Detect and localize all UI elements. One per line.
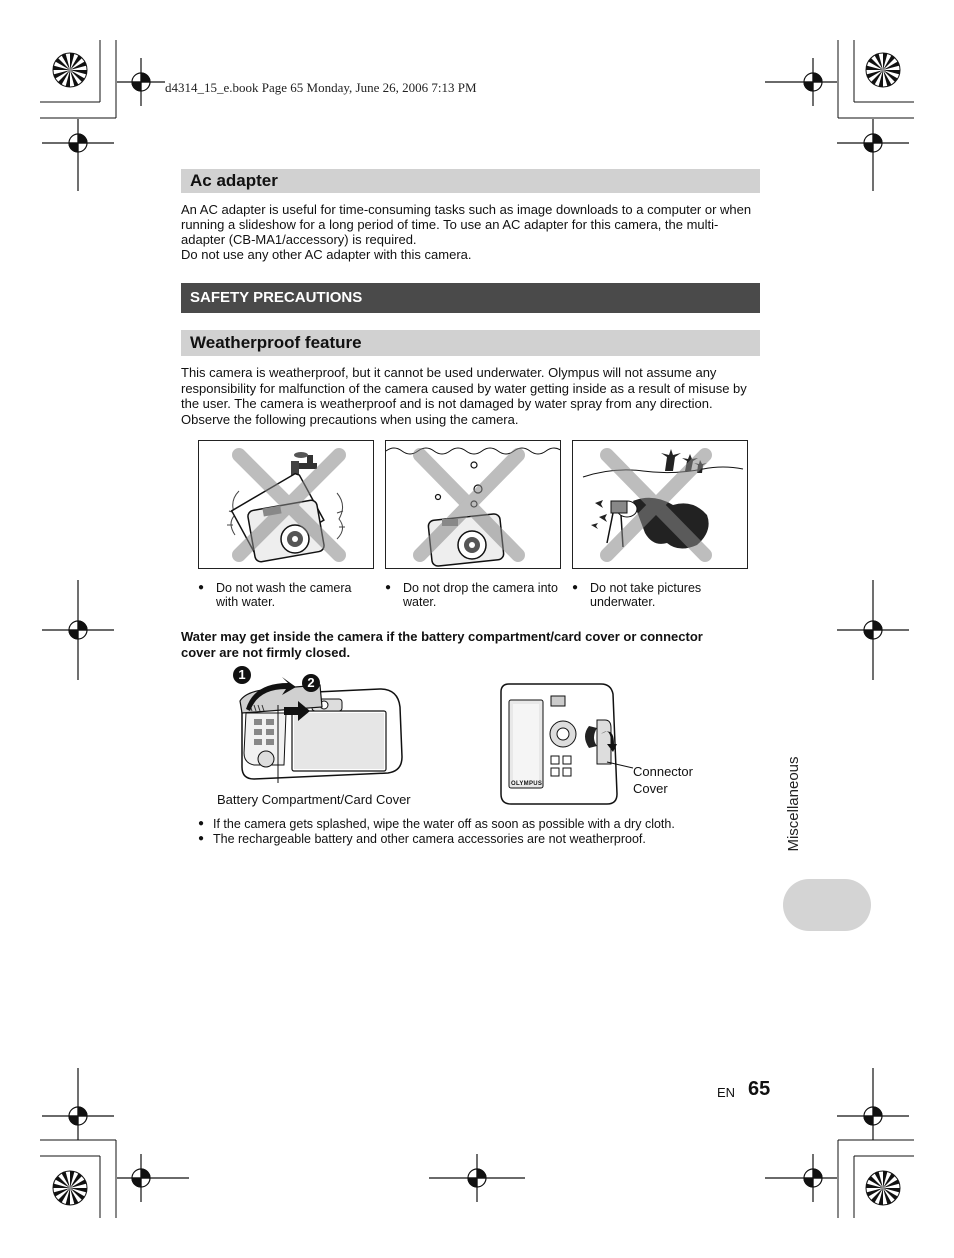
no-dropping-icon — [386, 441, 560, 568]
connector-cover-label-line: Connector — [633, 764, 693, 779]
weatherproof-heading — [181, 330, 760, 356]
caption-text: Do not drop the camera into water. — [403, 581, 558, 609]
note-text: If the camera gets splashed, wipe the water off as soon as possible with a dry cloth. — [213, 817, 675, 831]
footer-language: EN — [717, 1085, 736, 1100]
ac-adapter-heading — [181, 169, 760, 193]
connector-cover-diagram — [493, 678, 638, 810]
bullet: ● — [385, 582, 392, 593]
print-header: d4314_15_e.book Page 65 Monday, June 26, 2006 7:13 PM — [165, 80, 477, 95]
ac-adapter-line: running a slideshow for a long period of time. To use an AC adapter for this camera, the multi- — [181, 217, 719, 232]
list-item — [198, 832, 758, 847]
ac-adapter-heading-text: Ac adapter — [190, 171, 278, 190]
ac-adapter-line: An AC adapter is useful for time-consuming tasks such as image downloads to a computer or when — [181, 202, 752, 217]
battery-cover-label: Battery Compartment/Card Cover — [217, 792, 411, 807]
page-number: 65 — [748, 1078, 771, 1100]
weatherproof-line: Observe the following precautions when using the camera. — [181, 411, 519, 427]
caption-text: Do not take pictures underwater. — [590, 581, 702, 609]
caption-no-dropping — [385, 581, 560, 609]
olympus-logo-text: OLYMPUS — [511, 781, 543, 787]
weatherproof-paragraph — [181, 365, 773, 427]
safety-precautions-heading — [181, 283, 760, 313]
connector-cover-label-line: Cover — [633, 781, 668, 796]
illustration-no-washing — [198, 440, 374, 569]
no-underwater-icon — [573, 441, 747, 568]
caption-text: Do not wash the camera with water. — [216, 581, 352, 609]
step-1-marker — [233, 666, 251, 684]
note-text: The rechargeable battery and other camera accessories are not weatherproof. — [213, 831, 646, 846]
olympus-logo — [511, 781, 542, 787]
step-2-marker — [302, 674, 320, 692]
ac-adapter-line: Do not use any other AC adapter with this camera. — [181, 247, 472, 262]
cover-warning-line: cover are not firmly closed. — [181, 645, 351, 660]
list-item — [198, 817, 758, 832]
weatherproof-line: This camera is weatherproof, but it cannot be used underwater. Olympus will not assume any — [181, 365, 717, 380]
caption-no-underwater — [572, 581, 747, 609]
cover-warning — [181, 629, 781, 661]
ac-adapter-line: adapter (CB-MA1/accessory) is required. — [181, 232, 417, 247]
safety-precautions-heading-text: SAFETY PRECAUTIONS — [190, 289, 363, 306]
bullet: ● — [198, 832, 205, 844]
chapter-thumb-tab — [783, 879, 871, 931]
weatherproof-line: responsibility for malfunction of the camera caused by water getting inside as a result of misuse by — [181, 380, 747, 396]
no-washing-icon — [199, 441, 373, 568]
bullet: ● — [198, 818, 205, 829]
illustration-no-underwater — [572, 440, 748, 569]
cover-warning-line: Water may get inside the camera if the battery compartment/card cover or connector — [181, 629, 703, 644]
ac-adapter-paragraph — [181, 202, 773, 262]
chapter-side-tab — [785, 748, 805, 860]
illustration-no-dropping — [385, 440, 561, 569]
weatherproof-line: the user. The camera is weatherproof and is not damaged by water spray from any direction. — [181, 396, 713, 411]
weatherproof-heading-text: Weatherproof feature — [190, 333, 362, 352]
step-1-number: 1 — [238, 667, 246, 682]
chapter-side-tab-label: Miscellaneous — [785, 756, 802, 852]
bullet: ● — [198, 582, 205, 593]
bullet: ● — [572, 582, 579, 593]
caption-no-washing — [198, 581, 373, 609]
connector-cover-label — [633, 763, 693, 797]
step-2-number: 2 — [307, 675, 315, 690]
notes-list — [198, 817, 758, 846]
